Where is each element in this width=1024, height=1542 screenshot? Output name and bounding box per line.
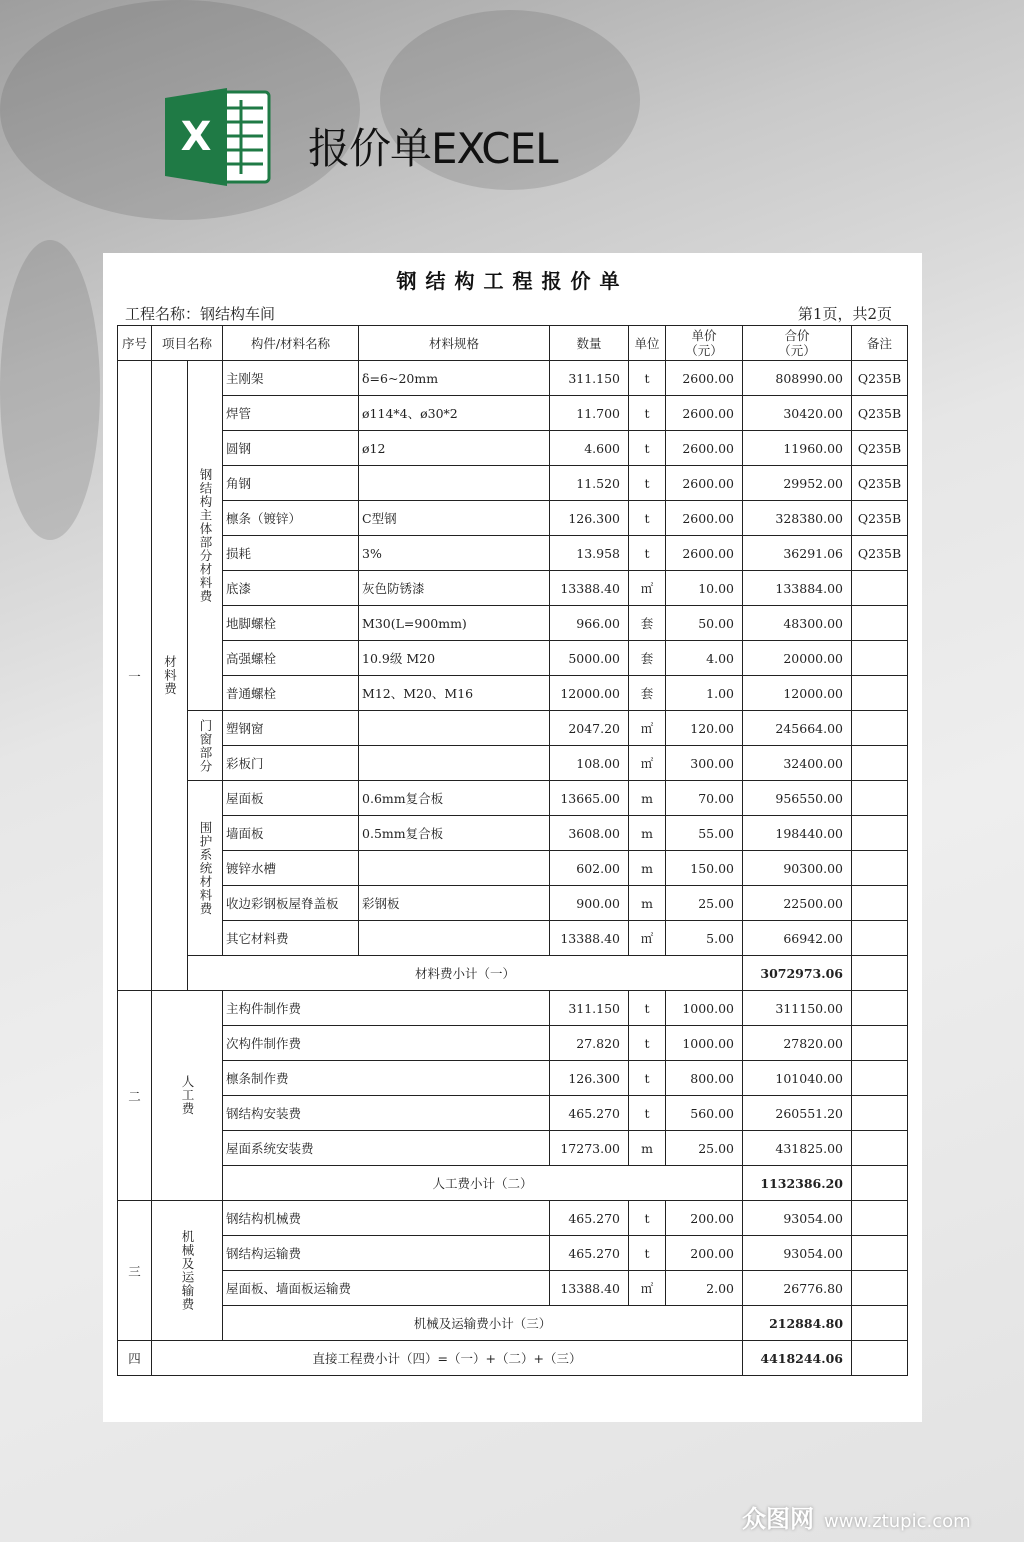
- item-qty: 13388.40: [550, 921, 629, 956]
- item-unit-price: 70.00: [666, 781, 743, 816]
- group-name: 围护系统材料费: [188, 781, 223, 956]
- item-unit: m: [629, 851, 666, 886]
- item-unit-price: 1000.00: [666, 991, 743, 1026]
- item-unit: m: [629, 781, 666, 816]
- grand-total-value: 4418244.06: [743, 1341, 852, 1376]
- subtotal-label: 材料费小计（一）: [188, 956, 743, 991]
- item-unit: t: [629, 1096, 666, 1131]
- item-spec: M30(L=900mm): [359, 606, 550, 641]
- item-name: 角钢: [223, 466, 359, 501]
- item-spec: 0.5mm复合板: [359, 816, 550, 851]
- item-unit-price: 2.00: [666, 1271, 743, 1306]
- header-note: 备注: [852, 326, 908, 361]
- item-unit: ㎡: [629, 571, 666, 606]
- section-number: 一: [118, 361, 152, 991]
- item-note: Q235B: [852, 396, 908, 431]
- item-name: 收边彩钢板屋脊盖板: [223, 886, 359, 921]
- item-note: Q235B: [852, 466, 908, 501]
- item-total: 956550.00: [743, 781, 852, 816]
- item-note: [852, 816, 908, 851]
- table-row: [118, 781, 908, 816]
- item-name: 钢结构机械费: [223, 1201, 550, 1236]
- item-qty: 13665.00: [550, 781, 629, 816]
- project-name: 工程名称：钢结构车间: [125, 305, 276, 323]
- item-spec: [359, 851, 550, 886]
- item-unit: m: [629, 886, 666, 921]
- item-total: 808990.00: [743, 361, 852, 396]
- item-qty: 966.00: [550, 606, 629, 641]
- item-total: 431825.00: [743, 1131, 852, 1166]
- item-note: [852, 1131, 908, 1166]
- subtotal-row: [118, 1306, 908, 1341]
- item-qty: 13388.40: [550, 1271, 629, 1306]
- item-name: 墙面板: [223, 816, 359, 851]
- item-unit-price: 25.00: [666, 886, 743, 921]
- item-note: [852, 851, 908, 886]
- item-total: 328380.00: [743, 501, 852, 536]
- item-name: 焊管: [223, 396, 359, 431]
- item-spec: [359, 711, 550, 746]
- header-qty: 数量: [550, 326, 629, 361]
- header-unit: 单位: [629, 326, 666, 361]
- item-spec: 0.6mm复合板: [359, 781, 550, 816]
- table-row: [118, 816, 908, 851]
- section-number: 二: [118, 991, 152, 1201]
- item-name: 圆钢: [223, 431, 359, 466]
- table-row: [118, 431, 908, 466]
- item-total: 101040.00: [743, 1061, 852, 1096]
- item-spec: 10.9级 M20: [359, 641, 550, 676]
- section-category: 人工费: [152, 991, 223, 1201]
- item-name: 屋面板、墙面板运输费: [223, 1271, 550, 1306]
- item-name: 钢结构运输费: [223, 1236, 550, 1271]
- group-name: 门窗部分: [188, 711, 223, 781]
- item-note: Q235B: [852, 536, 908, 571]
- item-total: 93054.00: [743, 1236, 852, 1271]
- item-unit-price: 150.00: [666, 851, 743, 886]
- item-note: [852, 781, 908, 816]
- item-note: [852, 1201, 908, 1236]
- subtotal-label: 机械及运输费小计（三）: [223, 1306, 743, 1341]
- item-unit: t: [629, 431, 666, 466]
- table-row: [118, 1026, 908, 1061]
- header-unit-price: 单价 （元）: [666, 326, 743, 361]
- item-unit: ㎡: [629, 1271, 666, 1306]
- item-note: [852, 746, 908, 781]
- table-row: [118, 1236, 908, 1271]
- item-note: [852, 1236, 908, 1271]
- subtotal-note: [852, 1306, 908, 1341]
- watermark: [742, 1499, 971, 1534]
- item-note: [852, 886, 908, 921]
- item-total: 48300.00: [743, 606, 852, 641]
- quotation-table: [117, 325, 908, 1376]
- item-qty: 4.600: [550, 431, 629, 466]
- table-row: [118, 641, 908, 676]
- item-name: 高强螺栓: [223, 641, 359, 676]
- item-note: [852, 1096, 908, 1131]
- item-name: 檩条制作费: [223, 1061, 550, 1096]
- item-name: 其它材料费: [223, 921, 359, 956]
- item-name: 地脚螺栓: [223, 606, 359, 641]
- item-total: 27820.00: [743, 1026, 852, 1061]
- item-unit: t: [629, 536, 666, 571]
- page-info: 第1页，共2页: [797, 305, 892, 323]
- table-row: [118, 466, 908, 501]
- header-total: 合价 （元）: [743, 326, 852, 361]
- item-unit-price: 2600.00: [666, 501, 743, 536]
- item-spec: C型钢: [359, 501, 550, 536]
- svg-text:X: X: [180, 114, 212, 160]
- watermark-url: www.ztupic.com: [824, 1511, 971, 1532]
- item-unit-price: 200.00: [666, 1236, 743, 1271]
- table-row: [118, 1201, 908, 1236]
- item-qty: 27.820: [550, 1026, 629, 1061]
- item-total: 260551.20: [743, 1096, 852, 1131]
- item-unit-price: 4.00: [666, 641, 743, 676]
- item-spec: ø12: [359, 431, 550, 466]
- table-row: [118, 361, 908, 396]
- item-unit: ㎡: [629, 711, 666, 746]
- item-unit-price: 2600.00: [666, 536, 743, 571]
- item-name: 镀锌水槽: [223, 851, 359, 886]
- item-total: 26776.80: [743, 1271, 852, 1306]
- item-unit-price: 300.00: [666, 746, 743, 781]
- item-unit-price: 10.00: [666, 571, 743, 606]
- item-qty: 311.150: [550, 361, 629, 396]
- item-name: 檩条（镀锌）: [223, 501, 359, 536]
- item-unit: t: [629, 361, 666, 396]
- item-note: [852, 1061, 908, 1096]
- item-name: 损耗: [223, 536, 359, 571]
- item-spec: M12、M20、M16: [359, 676, 550, 711]
- item-name: 屋面板: [223, 781, 359, 816]
- table-row: [118, 1271, 908, 1306]
- section-category: 材料费: [152, 361, 188, 991]
- header-project: 项目名称: [152, 326, 223, 361]
- item-unit-price: 25.00: [666, 1131, 743, 1166]
- subtotal-value: 3072973.06: [743, 956, 852, 991]
- item-unit-price: 120.00: [666, 711, 743, 746]
- table-row: [118, 536, 908, 571]
- item-spec: 灰色防锈漆: [359, 571, 550, 606]
- quotation-sheet: [103, 253, 922, 1422]
- item-unit: ㎡: [629, 746, 666, 781]
- subtotal-value: 212884.80: [743, 1306, 852, 1341]
- subtotal-row: [118, 956, 908, 991]
- item-qty: 465.270: [550, 1096, 629, 1131]
- item-name: 次构件制作费: [223, 1026, 550, 1061]
- item-spec: [359, 921, 550, 956]
- item-qty: 12000.00: [550, 676, 629, 711]
- item-unit: 套: [629, 641, 666, 676]
- item-note: [852, 606, 908, 641]
- subtotal-note: [852, 956, 908, 991]
- item-qty: 11.700: [550, 396, 629, 431]
- item-note: [852, 991, 908, 1026]
- item-qty: 17273.00: [550, 1131, 629, 1166]
- grand-total-row: [118, 1341, 908, 1376]
- header-spec: 材料规格: [359, 326, 550, 361]
- item-name: 塑钢窗: [223, 711, 359, 746]
- item-unit-price: 2600.00: [666, 396, 743, 431]
- section-number: 三: [118, 1201, 152, 1341]
- item-note: [852, 1271, 908, 1306]
- item-unit: t: [629, 1201, 666, 1236]
- section-category: 机械及运输费: [152, 1201, 223, 1341]
- item-total: 12000.00: [743, 676, 852, 711]
- subtotal-label: 人工费小计（二）: [223, 1166, 743, 1201]
- item-name: 主刚架: [223, 361, 359, 396]
- table-row: [118, 501, 908, 536]
- item-note: [852, 921, 908, 956]
- table-row: [118, 711, 908, 746]
- group-name: 钢结构主体部分材料费: [188, 361, 223, 711]
- header-seq: 序号: [118, 326, 152, 361]
- item-unit-price: 2600.00: [666, 361, 743, 396]
- subtotal-row: [118, 1166, 908, 1201]
- item-unit-price: 1000.00: [666, 1026, 743, 1061]
- table-row: [118, 921, 908, 956]
- watermark-brand: 众图网: [742, 1505, 814, 1533]
- item-spec: [359, 746, 550, 781]
- item-qty: 311.150: [550, 991, 629, 1026]
- item-note: [852, 1026, 908, 1061]
- item-spec: ø114*4、ø30*2: [359, 396, 550, 431]
- item-total: 20000.00: [743, 641, 852, 676]
- item-note: [852, 571, 908, 606]
- table-row: [118, 851, 908, 886]
- grand-note: [852, 1341, 908, 1376]
- item-name: 主构件制作费: [223, 991, 550, 1026]
- item-unit: t: [629, 501, 666, 536]
- table-row: [118, 746, 908, 781]
- item-total: 198440.00: [743, 816, 852, 851]
- item-qty: 3608.00: [550, 816, 629, 851]
- item-unit-price: 5.00: [666, 921, 743, 956]
- document-title: 钢结构工程报价单: [396, 269, 629, 293]
- item-unit: t: [629, 466, 666, 501]
- item-unit: 套: [629, 676, 666, 711]
- item-name: 钢结构安装费: [223, 1096, 550, 1131]
- header-component: 构件/材料名称: [223, 326, 359, 361]
- item-unit: m: [629, 816, 666, 851]
- item-spec: [359, 466, 550, 501]
- item-qty: 13.958: [550, 536, 629, 571]
- item-qty: 11.520: [550, 466, 629, 501]
- table-row: [118, 1131, 908, 1166]
- item-total: 245664.00: [743, 711, 852, 746]
- item-total: 66942.00: [743, 921, 852, 956]
- item-note: Q235B: [852, 361, 908, 396]
- item-note: Q235B: [852, 501, 908, 536]
- table-row: [118, 886, 908, 921]
- item-note: [852, 676, 908, 711]
- item-total: 30420.00: [743, 396, 852, 431]
- item-unit-price: 2600.00: [666, 466, 743, 501]
- item-total: 90300.00: [743, 851, 852, 886]
- item-qty: 126.300: [550, 1061, 629, 1096]
- item-qty: 465.270: [550, 1201, 629, 1236]
- subtotal-note: [852, 1166, 908, 1201]
- item-total: 133884.00: [743, 571, 852, 606]
- table-row: [118, 1096, 908, 1131]
- item-unit-price: 560.00: [666, 1096, 743, 1131]
- item-qty: 602.00: [550, 851, 629, 886]
- item-qty: 900.00: [550, 886, 629, 921]
- item-unit: t: [629, 1061, 666, 1096]
- item-name: 屋面系统安装费: [223, 1131, 550, 1166]
- item-qty: 465.270: [550, 1236, 629, 1271]
- item-unit-price: 1.00: [666, 676, 743, 711]
- item-qty: 13388.40: [550, 571, 629, 606]
- item-total: 36291.06: [743, 536, 852, 571]
- item-unit: t: [629, 1026, 666, 1061]
- item-qty: 108.00: [550, 746, 629, 781]
- table-row: [118, 396, 908, 431]
- item-name: 普通螺栓: [223, 676, 359, 711]
- item-spec: 彩钢板: [359, 886, 550, 921]
- item-unit: 套: [629, 606, 666, 641]
- item-note: Q235B: [852, 431, 908, 466]
- table-row: [118, 571, 908, 606]
- item-qty: 2047.20: [550, 711, 629, 746]
- item-unit-price: 55.00: [666, 816, 743, 851]
- item-unit-price: 2600.00: [666, 431, 743, 466]
- item-qty: 5000.00: [550, 641, 629, 676]
- table-row: [118, 1061, 908, 1096]
- table-row: [118, 676, 908, 711]
- subtotal-value: 1132386.20: [743, 1166, 852, 1201]
- item-name: 彩板门: [223, 746, 359, 781]
- item-name: 底漆: [223, 571, 359, 606]
- item-total: 32400.00: [743, 746, 852, 781]
- item-spec: δ=6~20mm: [359, 361, 550, 396]
- grand-label: 直接工程费小计（四）=（一）+（二）+（三）: [152, 1341, 743, 1376]
- app-title: 报价单EXCEL: [308, 124, 558, 173]
- leaf-shadow: [0, 240, 100, 540]
- item-unit-price: 50.00: [666, 606, 743, 641]
- item-unit: m: [629, 1131, 666, 1166]
- item-qty: 126.300: [550, 501, 629, 536]
- table-row: [118, 991, 908, 1026]
- excel-logo-icon: [165, 88, 271, 186]
- item-spec: 3%: [359, 536, 550, 571]
- item-note: [852, 641, 908, 676]
- item-total: 29952.00: [743, 466, 852, 501]
- item-total: 311150.00: [743, 991, 852, 1026]
- item-unit: ㎡: [629, 921, 666, 956]
- item-total: 93054.00: [743, 1201, 852, 1236]
- item-unit: t: [629, 991, 666, 1026]
- item-unit-price: 200.00: [666, 1201, 743, 1236]
- table-row: [118, 606, 908, 641]
- item-total: 22500.00: [743, 886, 852, 921]
- item-unit: t: [629, 1236, 666, 1271]
- header-row: [118, 326, 908, 361]
- item-unit-price: 800.00: [666, 1061, 743, 1096]
- item-note: [852, 711, 908, 746]
- item-total: 11960.00: [743, 431, 852, 466]
- grand-seq: 四: [118, 1341, 152, 1376]
- item-unit: t: [629, 396, 666, 431]
